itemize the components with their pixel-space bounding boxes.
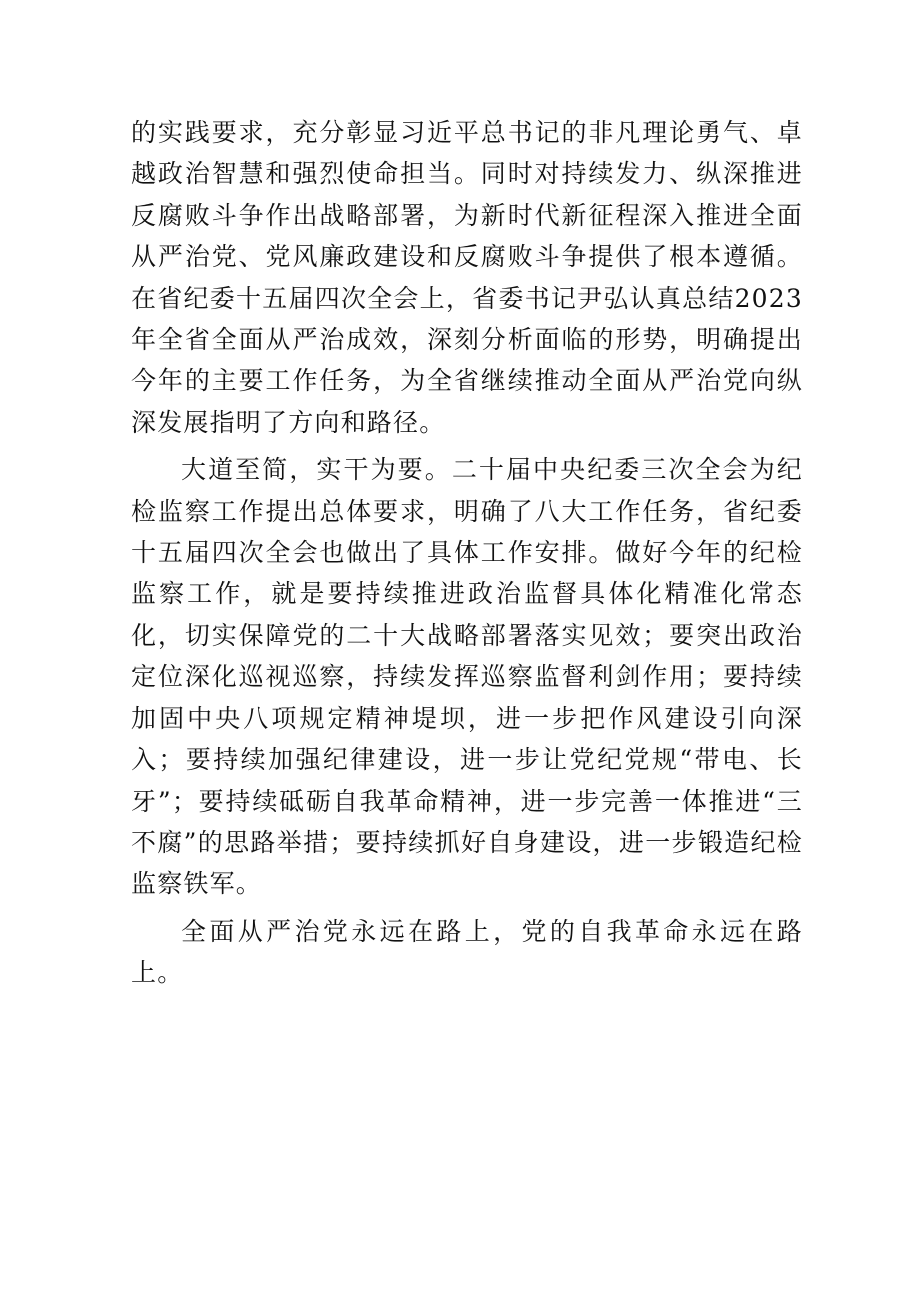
- paragraph-continued: 的实践要求，充分彰显习近平总书记的非凡理论勇气、卓越政治智慧和强烈使命担当。同时对持续发力、纵深推进反腐败斗争作出战略部署，为新时代新征程深入推进全面从严治党、党风廉政建设和反腐败斗争提供了根本遵循。在省纪委十五届四次全会上，省委书记尹弘认真总结2023年全省全面从严治成效，深刻分析面临的形势，明确提出今年的主要工作任务，为全省继续推动全面从严治党向纵深发展指明了方向和路径。: [131, 118, 803, 437]
- paragraph-practical-work: 大道至简，实干为要。二十届中央纪委三次全会为纪检监察工作提出总体要求，明确了八大工作任务，省纪委十五届四次全会也做出了具体工作安排。做好今年的纪检监察工作，就是要持续推进政治监督具体化精准化常态化，切实保障党的二十大战略部署落实见效；要突出政治定位深化巡视巡察，持续发挥巡察监督利剑作用；要持续加固中央八项规定精神堤坝，进一步把作风建设引向深入；要持续加强纪律建设，进一步让党纪党规“带电、长牙”；要持续砥砺自我革命精神，进一步完善一体推进“三不腐”的思路举措；要持续抓好自身建设，进一步锻造纪检监察铁军。: [131, 455, 803, 899]
- document-body: [131, 112, 803, 994]
- paragraph-closing: 全面从严治党永远在路上，党的自我革命永远在路上。: [131, 916, 803, 988]
